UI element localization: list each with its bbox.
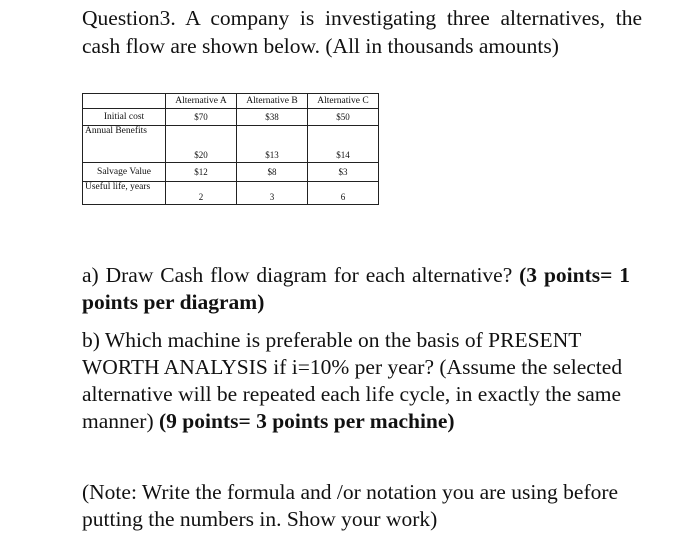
table-header-alt-a: Alternative A bbox=[166, 94, 237, 109]
table-cell: $20 bbox=[166, 126, 237, 163]
table-cell: $14 bbox=[308, 126, 379, 163]
table-cell: $13 bbox=[237, 126, 308, 163]
part-a-points: (3 points= 1 points per diagram) bbox=[82, 263, 630, 314]
part-a-question: a) Draw Cash flow diagram for each alternative? bbox=[82, 263, 520, 287]
table-row bbox=[83, 109, 379, 126]
part-b-question: b) Which machine is preferable on the basis of PRESENT WORTH ANALYSIS if i=10% per year? (Assume the selected alternative will be repeated each life cycle, in exactly the same manner) bbox=[82, 328, 623, 433]
table-cell: 6 bbox=[308, 182, 379, 205]
table-cell: $50 bbox=[308, 109, 379, 126]
table-cell: 3 bbox=[237, 182, 308, 205]
table-cell: $3 bbox=[308, 163, 379, 182]
part-b-text bbox=[82, 327, 630, 435]
table-header-row bbox=[83, 94, 379, 109]
table-header-alt-c: Alternative C bbox=[308, 94, 379, 109]
table-header-empty bbox=[83, 94, 166, 109]
row-label-annual-benefits: Annual Benefits bbox=[83, 126, 166, 163]
table-cell: $8 bbox=[237, 163, 308, 182]
table-cell: $12 bbox=[166, 163, 237, 182]
part-b-points: (9 points= 3 points per machine) bbox=[159, 409, 455, 433]
table-cell: $70 bbox=[166, 109, 237, 126]
question-text: Question3. A company is investigating three alternatives, the cash flow are shown below. (All in thousands amounts) bbox=[82, 6, 642, 58]
table-row bbox=[83, 182, 379, 205]
cash-flow-table bbox=[82, 93, 379, 205]
row-label-useful-life: Useful life, years bbox=[83, 182, 166, 205]
part-a-text bbox=[82, 262, 630, 316]
table-cell: 2 bbox=[166, 182, 237, 205]
table-header-alt-b: Alternative B bbox=[237, 94, 308, 109]
table-row bbox=[83, 126, 379, 163]
row-label-salvage-value: Salvage Value bbox=[83, 163, 166, 182]
table-cell: $38 bbox=[237, 109, 308, 126]
row-label-initial-cost: Initial cost bbox=[83, 109, 166, 126]
table-row bbox=[83, 163, 379, 182]
note-text: (Note: Write the formula and /or notation you are using before putting the numbers in. Show your work) bbox=[82, 480, 619, 531]
